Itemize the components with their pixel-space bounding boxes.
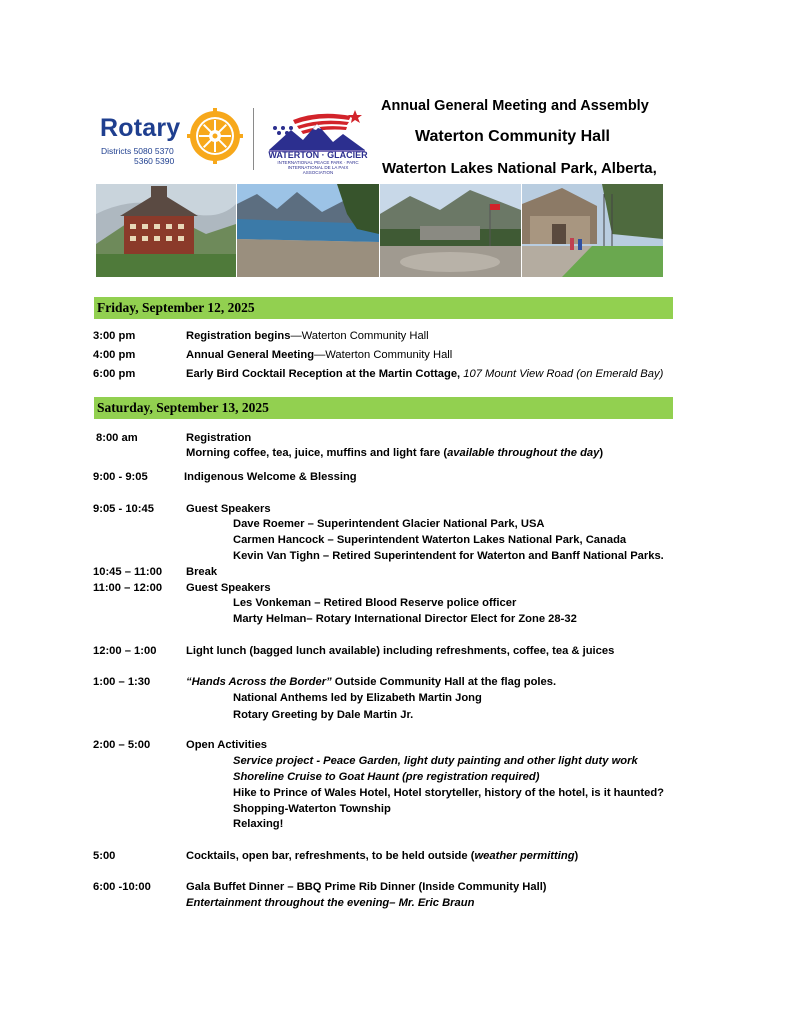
- hands-title: “Hands Across the Border”: [186, 676, 332, 688]
- time-12-00: 12:00 – 1:00: [93, 645, 157, 657]
- photo-prince-of-wales-hotel: [96, 184, 236, 277]
- speaker-van-tighn: Kevin Van Tighn – Retired Superintendent for Waterton and Banff National Parks.: [233, 550, 664, 562]
- cocktails-a: Cocktails, open bar, refreshments, to be held outside (: [186, 850, 475, 862]
- friday-item-1-location: —Waterton Community Hall: [290, 330, 429, 342]
- time-2-00: 2:00 – 5:00: [93, 739, 151, 751]
- friday-item-1: [186, 329, 429, 343]
- speaker-hancock: Carmen Hancock – Superintendent Waterton Lakes National Park, Canada: [233, 534, 627, 546]
- entertainment: Entertainment throughout the evening– Mr. Eric Braun: [186, 897, 475, 909]
- waterton-glacier-subtitle: [263, 160, 373, 175]
- time-1-00: 1:00 – 1:30: [93, 676, 151, 688]
- time-9-05: 9:05 - 10:45: [93, 503, 154, 515]
- time-11-00: 11:00 – 12:00: [93, 582, 163, 594]
- national-anthems: National Anthems led by Elizabeth Martin Jong: [233, 692, 482, 704]
- waterton-glacier-name: WATERTON · GLACIER: [268, 150, 368, 160]
- rotary-logo-text: Rotary: [100, 114, 181, 142]
- friday-item-1-title: Registration begins: [186, 330, 291, 342]
- speaker-vonkeman: Les Vonkeman – Retired Blood Reserve police officer: [233, 597, 517, 609]
- cocktails: [186, 849, 578, 863]
- friday-time-3: 6:00 pm: [93, 368, 136, 380]
- cocktails-b: weather permitting: [474, 850, 575, 862]
- morning-text-b: available throughout the day: [447, 447, 600, 459]
- speaker-helman: Marty Helman– Rotary International Director Elect for Zone 28-32: [233, 613, 577, 625]
- time-5-00: 5:00: [93, 850, 116, 862]
- break-label: Break: [186, 566, 218, 578]
- morning-refreshments: [186, 446, 603, 460]
- indigenous-welcome: Indigenous Welcome & Blessing: [184, 471, 357, 483]
- morning-text-c: ): [599, 447, 604, 459]
- event-title: Annual General Meeting and Assembly: [381, 98, 649, 114]
- guest-speakers-2: Guest Speakers: [186, 582, 271, 594]
- wg-subtitle-line: INTERNATIONAL PEACE PARK · PARC INTERNATIONAL DE LA PAIX: [277, 160, 359, 170]
- districts-line-1: Districts 5080 5370: [101, 146, 174, 156]
- saturday-heading: Saturday, September 13, 2025: [94, 397, 673, 419]
- time-6-00: 6:00 -10:00: [93, 881, 151, 893]
- activity-hike: Hike to Prince of Wales Hotel, Hotel storyteller, history of the hotel, is it haunted?: [233, 787, 664, 799]
- districts-line-2: 5360 5390: [134, 155, 175, 166]
- logo-divider: [253, 108, 254, 170]
- friday-item-3: [186, 367, 663, 381]
- rotary-greeting: Rotary Greeting by Dale Martin Jr.: [233, 709, 414, 721]
- wg-association: ASSOCIATION: [302, 170, 334, 175]
- friday-heading: Friday, September 12, 2025: [94, 297, 673, 319]
- activity-shoreline-cruise: Shoreline Cruise to Goat Haunt (pre registration required): [233, 771, 540, 783]
- friday-item-2: [186, 348, 452, 362]
- photo-peace-park-plaza: [380, 184, 521, 277]
- time-10-45: 10:45 – 11:00: [93, 566, 163, 578]
- open-activities: Open Activities: [186, 739, 268, 751]
- hands-across-border: [186, 675, 556, 689]
- activity-service-project: Service project - Peace Garden, light duty painting and other light duty work: [233, 755, 638, 767]
- friday-item-3-title: Early Bird Cocktail Reception at the Martin Cottage,: [186, 368, 464, 380]
- event-location: Waterton Lakes National Park, Alberta,: [382, 160, 657, 177]
- time-8-00: 8:00 am: [96, 432, 138, 444]
- hands-location: Outside Community Hall at the flag poles.: [331, 676, 557, 688]
- rotary-districts: [101, 147, 174, 166]
- time-9-00: 9:00 - 9:05: [93, 471, 148, 483]
- photo-community-hall: [522, 184, 663, 277]
- friday-time-2: 4:00 pm: [93, 349, 136, 361]
- cocktails-c: ): [574, 850, 579, 862]
- light-lunch: Light lunch (bagged lunch available) including refreshments, coffee, tea & juices: [186, 645, 615, 657]
- photo-lakeshore: [237, 184, 379, 277]
- rotary-wheel-icon: [187, 108, 243, 164]
- friday-item-3-address: 107 Mount View Road (on Emerald Bay): [463, 368, 664, 380]
- morning-text-a: Morning coffee, tea, juice, muffins and light fare (: [186, 447, 448, 459]
- event-venue: Waterton Community Hall: [415, 128, 610, 145]
- activity-relaxing: Relaxing!: [233, 818, 284, 830]
- gala-dinner: Gala Buffet Dinner – BBQ Prime Rib Dinner (Inside Community Hall): [186, 881, 547, 893]
- friday-item-2-location: —Waterton Community Hall: [314, 349, 453, 361]
- registration-label: Registration: [186, 432, 252, 444]
- speaker-roemer: Dave Roemer – Superintendent Glacier National Park, USA: [233, 518, 545, 530]
- guest-speakers-1: Guest Speakers: [186, 503, 271, 515]
- activity-shopping: Shopping-Waterton Township: [233, 803, 391, 815]
- friday-time-1: 3:00 pm: [93, 330, 136, 342]
- friday-item-2-title: Annual General Meeting: [186, 349, 315, 361]
